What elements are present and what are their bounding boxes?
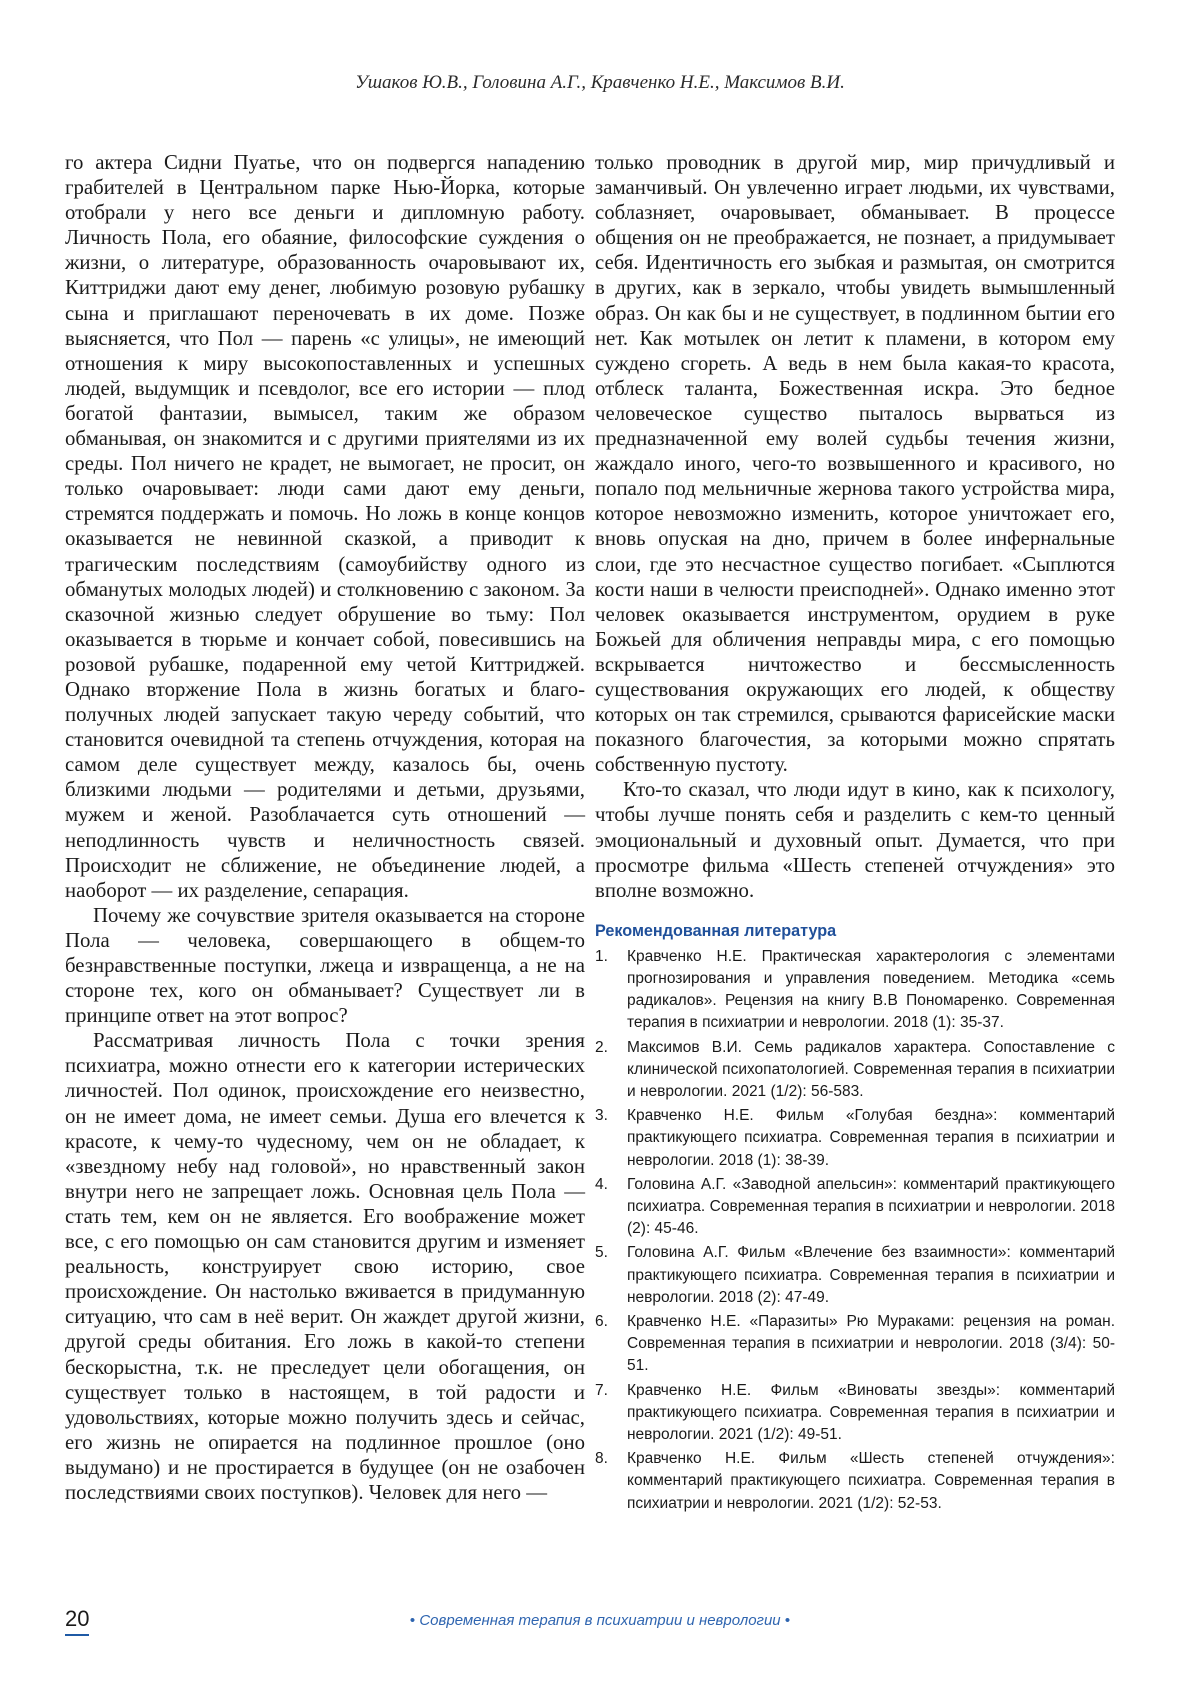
- reference-item: [595, 1242, 1115, 1309]
- reference-item: [595, 1174, 1115, 1241]
- reference-number: 1.: [595, 947, 608, 965]
- reference-item: [595, 1037, 1115, 1104]
- reference-item: [595, 1311, 1115, 1378]
- reference-text: Кравченко Н.Е. Практическая характерология с элементами прогнозирования и управления поведением. Методика «семь радикалов». Рецензия на книгу В.В Пономаренко. Современная терапия в психиатрии и неврологии. 2018 (1): 35-37.: [627, 947, 1115, 1032]
- reference-number: 8.: [595, 1450, 608, 1468]
- reference-text: Кравченко Н.Е. Фильм «Шесть степеней отчуждения»: комментарий практикующего психиатра. Современная терапия в психиатрии и неврологии. 2021 (1/2): 52-53.: [627, 1450, 1115, 1512]
- reference-text: Головина А.Г. Фильм «Влечение без взаимности»: комментарий практикующего психиатра. Современная терапия в психиатрии и неврологии. 2018 (2): 47-49.: [627, 1244, 1115, 1306]
- body-paragraph: Почему же сочувствие зрителя оказывается на стороне Пола — человека, совершающего в общем-то безнравственные поступки, лжеца и извращенца, а не на стороне тех, кого он обманывает? Существует ли в принципе ответ на этот вопрос?: [65, 903, 585, 1028]
- reference-item: [595, 1105, 1115, 1172]
- reference-item: [595, 1380, 1115, 1447]
- reference-text: Головина А.Г. «Заводной апельсин»: комментарий практикующего психиатра. Современная терапия в психиатрии и неврологии. 2018 (2): 45-46.: [627, 1175, 1115, 1238]
- reference-item: [595, 946, 1115, 1035]
- reference-number: 2.: [595, 1038, 608, 1056]
- reference-text: Кравченко Н.Е. «Паразиты» Рю Мураками: рецензия на роман. Современная терапия в психиатрии и неврологии. 2018 (3/4): 50-51.: [627, 1313, 1115, 1375]
- reference-item: [595, 1448, 1115, 1515]
- reference-text: Кравченко Н.Е. Фильм «Голубая бездна»: комментарий практикующего психиатра. Современная терапия в психиатрии и неврологии. 2018 (1): 38-39.: [627, 1107, 1115, 1169]
- reference-number: 5.: [595, 1244, 608, 1262]
- left-column: [65, 150, 585, 1505]
- reference-number: 6.: [595, 1313, 608, 1331]
- body-paragraph: Рассматривая личность Пола с точки зрения психиатра, можно отнести его к категории истерических личностей. Пол одинок, происхождение его неизвестно, он не имеет дома, не имеет семьи. Душа его влечется к красоте, к чему-то чудесному, чем он не обладает, к «звездному небу над головой», но нравственный закон внутри него не запрещает ложь. Основная цель Пола — стать тем, кем он не является. Его воображение может все, с его помощью он сам становится другим и изменяет реальность, конструирует свою историю, свое происхождение. Он настолько вживается в придуманную ситуацию, что сам в неё верит. Он жаждет другой жизни, другой среды обитания. Его ложь в какой-то степени бескорыстна, т.к. не преследует цели обогащения, он существует только в настоящем, в той радости и удовольствиях, которые можно получить здесь и сейчас, его жизнь не опирается на подлинное прошлое (оно выдумано) и не простирается в будущее (он не озабочен последствиями своих поступков). Человек для него —: [65, 1029, 585, 1504]
- footer-bullet-left: •: [409, 1612, 416, 1629]
- reference-number: 3.: [595, 1107, 608, 1125]
- references-list: [595, 946, 1115, 1515]
- right-column: [595, 150, 1115, 1517]
- footer-bullet-right: •: [784, 1612, 791, 1629]
- body-paragraph: го актера Сидни Пуатье, что он подвергся нападению грабителей в Центральном парке Нью-Йорка, которые отобрали у него все деньги и дипломную работу. Личность Пола, его обаяние, философские суждения о жизни, о литературе, образованность очаровывают их, Киттриджи дают ему денег, любимую розовую рубашку сына и приглашают переночевать в их доме. Позже выясняется, что Пол — парень «с улицы», не имеющий отношения к миру высокопоставленных и успешных людей, выдумщик и псевдолог, все его истории — плод богатой фантазии, вымысел, таким же образом обманывая, он знакомится и с другими приятелями из их среды. Пол ничего не крадет, не вымогает, не просит, он только очаровывает: люди сами дают ему деньги, стремятся поддержать и помочь. Но ложь в конце концов оказывается не невинной сказкой, а приводит к трагическим последствиям (самоубийству одного из обманутых молодых людей) и столкновению с законом. За сказочной жизнью следует обрушение во тьму: Пол оказывается в тюрьме и кончает собой, повесившись на розовой рубашке, подаренной ему четой Киттриджей. Однако вторжение Пола в жизнь богатых и благополучных людей запускает такую череду событий, что становится очевидной та степень отчуждения, которая на самом деле существует между, казалось бы, очень близкими людьми — родителями и детьми, друзьями, мужем и женой. Разоблачается суть отношений — неподлинность чувств и неличностность связей. Происходит не сближение, не объединение людей, а наоборот — их разделение, сепарация.: [65, 151, 585, 902]
- reference-text: Максимов В.И. Семь радикалов характера. Сопоставление с клинической психопатологией. Современная терапия в психиатрии и неврологии. 2021 (1/2): 56-583.: [627, 1038, 1115, 1101]
- reference-number: 4.: [595, 1175, 608, 1193]
- body-paragraph: Кто-то сказал, что люди идут в кино, как к психологу, чтобы лучше понять себя и разделить с кем-то ценный эмоциональный и духовный опыт. Думается, что при просмотре фильма «Шесть степеней отчуждения» это вполне возможно.: [595, 778, 1115, 902]
- reference-text: Кравченко Н.Е. Фильм «Виноваты звезды»: комментарий практикующего психиатра. Современная терапия в психиатрии и неврологии. 2021 (1/2): 49-51.: [627, 1381, 1115, 1444]
- body-paragraph: только проводник в другой мир, мир причудливый и заманчивый. Он увлеченно играет людьми, их чувствами, соблазняет, очаровывает, обманывает. В процессе общения он не преображается, не познает, а придумывает себя. Идентичность его зыбкая и размытая, он смотрится в других, как в зеркало, чтобы увидеть вымышленный образ. Он как бы и не существует, в подлинном бытии его нет. Как мотылек он летит к пламени, в котором ему суждено сгореть. А ведь в нем была какая-то красота, отблеск таланта, Божественная искра. Это бедное человеческое существо пыталось вырваться из предназначенной ему волей судьбы течения жизни, жаждало иного, чего-то возвышенного и красивого, но попало под мельничные жернова такого устройства мира, которое невозможно изменить, которое уничтожает его, вновь опуская на дно, причем в более инфернальные слои, где это несчастное существо погибает. «Сыплются кости наши в челюсти преисподней». Однако именно этот человек оказывается инструментом, орудием в руке Божьей для обличения неправды мира, с его помощью вскрывается ничтожество и бессмысленность существования окружающих его людей, к обществу которых он так стремился, срываются фарисейские маски показного благочестия, за которыми можно спрятать собственную пустоту.: [595, 151, 1115, 777]
- journal-title: Современная терапия в психиатрии и неврологии: [419, 1612, 781, 1629]
- page-number: 20: [65, 1606, 89, 1636]
- journal-footer: [0, 1612, 1200, 1629]
- running-head-authors: Ушаков Ю.В., Головина А.Г., Кравченко Н.Е., Максимов В.И.: [355, 72, 845, 93]
- references-heading: Рекомендованная литература: [595, 921, 837, 940]
- reference-number: 7.: [595, 1381, 608, 1399]
